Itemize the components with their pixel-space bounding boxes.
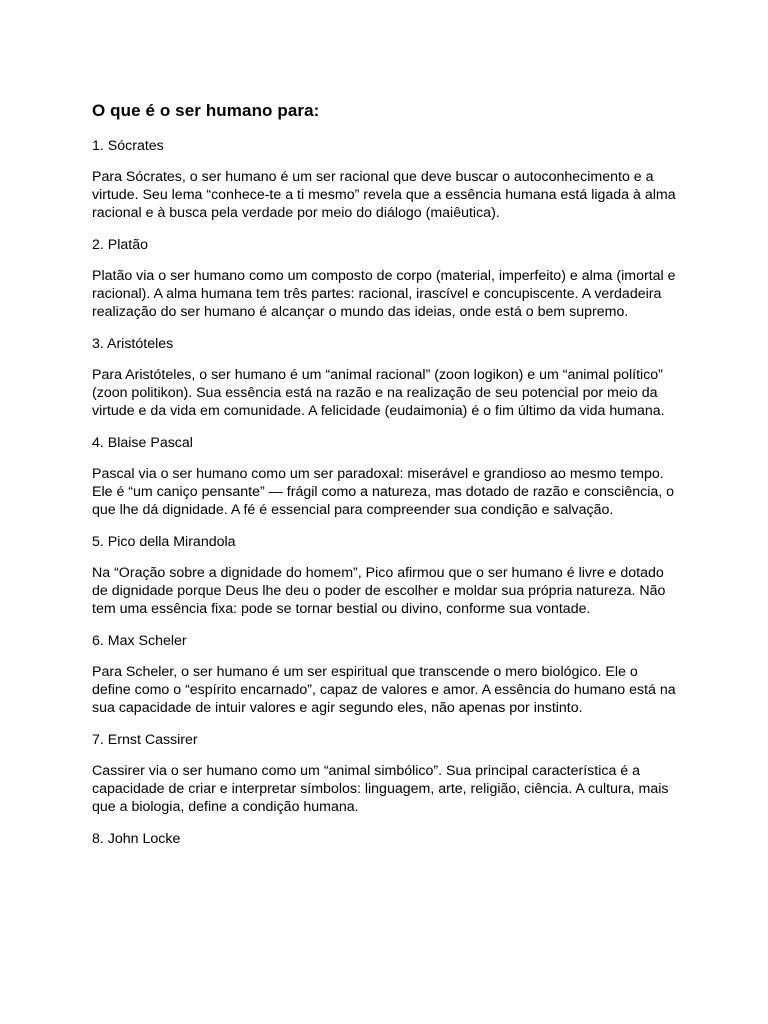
document-title: O que é o ser humano para: (92, 101, 320, 120)
section-heading: 3. Aristóteles (92, 336, 174, 352)
section-pico (92, 533, 678, 618)
section-scheler (92, 632, 678, 717)
section-cassirer (92, 731, 678, 816)
section-paragraph: Na “Oração sobre a dignidade do homem”, Pico afirmou que o ser humano é livre e dotado de dignidade porque Deus lhe deu o poder de escolher e moldar sua própria natureza. Não tem uma essência fixa: pode se tornar bestial ou divino, conforme sua vontade. (92, 565, 666, 617)
section-heading: 6. Max Scheler (92, 633, 187, 649)
section-locke (92, 830, 678, 848)
section-aristoteles (92, 335, 678, 420)
section-heading: 2. Platão (92, 237, 149, 253)
section-paragraph: Para Sócrates, o ser humano é um ser racional que deve buscar o autoconhecimento e a virtude. Seu lema “conhece-te a ti mesmo” revela que a essência humana está ligada à alma racional e à busca pela verdade por meio do diálogo (maiêutica). (92, 169, 676, 221)
section-paragraph: Cassirer via o ser humano como um “animal simbólico”. Sua principal característica é a capacidade de criar e interpretar símbolos: linguagem, arte, religião, ciência. A cultura, mais que a biologia, define a condição humana. (92, 763, 669, 815)
section-socrates (92, 137, 678, 222)
section-heading: 8. John Locke (92, 831, 181, 847)
section-paragraph: Pascal via o ser humano como um ser paradoxal: miserável e grandioso ao mesmo tempo. Ele é “um caniço pensante” — frágil como a natureza, mas dotado de razão e consciência, o que lhe dá dignidade. A fé é essencial para compreender sua condição e salvação. (92, 466, 675, 518)
section-platao (92, 236, 678, 321)
section-pascal (92, 434, 678, 519)
section-heading: 7. Ernst Cassirer (92, 732, 198, 748)
section-heading: 4. Blaise Pascal (92, 435, 193, 451)
section-heading: 1. Sócrates (92, 138, 164, 154)
section-paragraph: Para Scheler, o ser humano é um ser espiritual que transcende o mero biológico. Ele o define como o “espírito encarnado”, capaz de valores e amor. A essência do humano está na sua capacidade de intuir valores e agir segundo eles, não apenas por instinto. (92, 664, 676, 716)
section-heading: 5. Pico della Mirandola (92, 534, 236, 550)
section-paragraph: Platão via o ser humano como um composto de corpo (material, imperfeito) e alma (imortal e racional). A alma humana tem três partes: racional, irascível e concupiscente. A verdadeira realização do ser humano é alcançar o mundo das ideias, onde está o bem supremo. (92, 268, 676, 320)
section-paragraph: Para Aristóteles, o ser humano é um “animal racional” (zoon logikon) e um “animal político” (zoon politikon). Sua essência está na razão e na realização de seu potencial por meio da virtude e da vida em comunidade. A felicidade (eudaimonia) é o fim último da vida humana. (92, 367, 665, 419)
